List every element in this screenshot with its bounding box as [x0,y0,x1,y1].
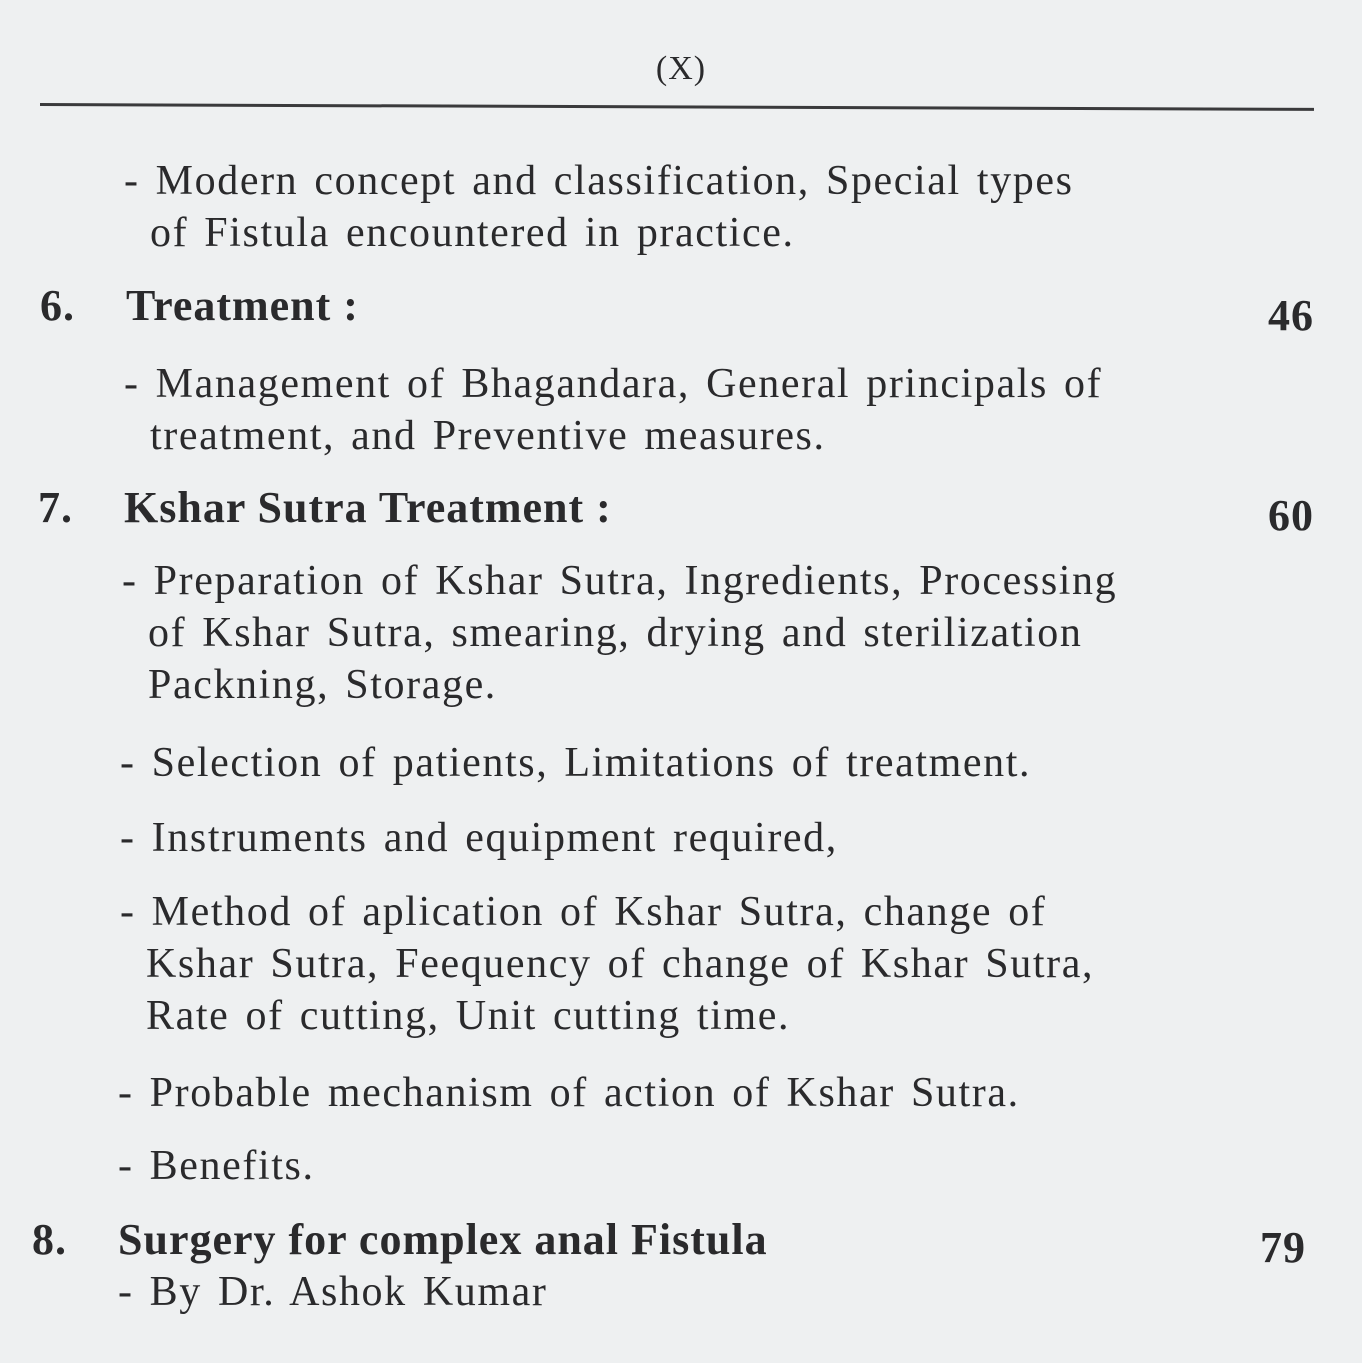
section-title: Kshar Sutra Treatment : [124,483,612,532]
item-line: - By Dr. Ashok Kumar [118,1269,548,1315]
section-title: Treatment : [126,281,359,330]
section-title: Surgery for complex anal Fistula [118,1215,768,1264]
item-line: - Probable mechanism of action of Kshar Sutra. [118,1070,1020,1116]
section-page-8: 79 [1260,1223,1306,1272]
list-item [118,1067,1020,1119]
section-number: 6. [40,281,75,330]
item-line: - Selection of patients, Limitations of treatment. [120,740,1032,786]
list-item [120,886,1094,1042]
list-item [124,358,1102,462]
item-line: Packning, Storage. [148,662,497,708]
section-heading-7 [38,482,612,533]
section-heading-8 [32,1214,768,1265]
list-item [118,1266,548,1318]
header-rule [40,103,1314,111]
list-item [120,812,838,864]
list-item [122,555,1117,711]
item-line: treatment, and Preventive measures. [150,413,826,459]
item-line: of Fistula encountered in practice. [150,210,795,256]
intro-item [124,155,1074,259]
list-item [118,1140,315,1192]
section-heading-6 [40,280,359,331]
list-item [120,737,1031,789]
item-line: - Method of aplication of Kshar Sutra, change of [120,889,1047,935]
section-number: 7. [38,483,73,532]
item-line: Rate of cutting, Unit cutting time. [146,993,791,1039]
item-line: - Preparation of Kshar Sutra, Ingredients, Processing [122,558,1118,604]
item-line: Kshar Sutra, Feequency of change of Kshar Sutra, [146,941,1095,987]
item-line: - Management of Bhagandara, General principals of [124,361,1103,407]
section-page-6: 46 [1268,291,1314,340]
page-number: (X) [655,50,707,87]
item-line: of Kshar Sutra, smearing, drying and sterilization [148,610,1083,656]
section-page-7: 60 [1268,491,1314,540]
item-line: - Instruments and equipment required, [120,815,838,861]
section-number: 8. [32,1215,67,1264]
item-line: - Benefits. [118,1143,315,1189]
item-line: - Modern concept and classification, Special types [124,158,1074,204]
